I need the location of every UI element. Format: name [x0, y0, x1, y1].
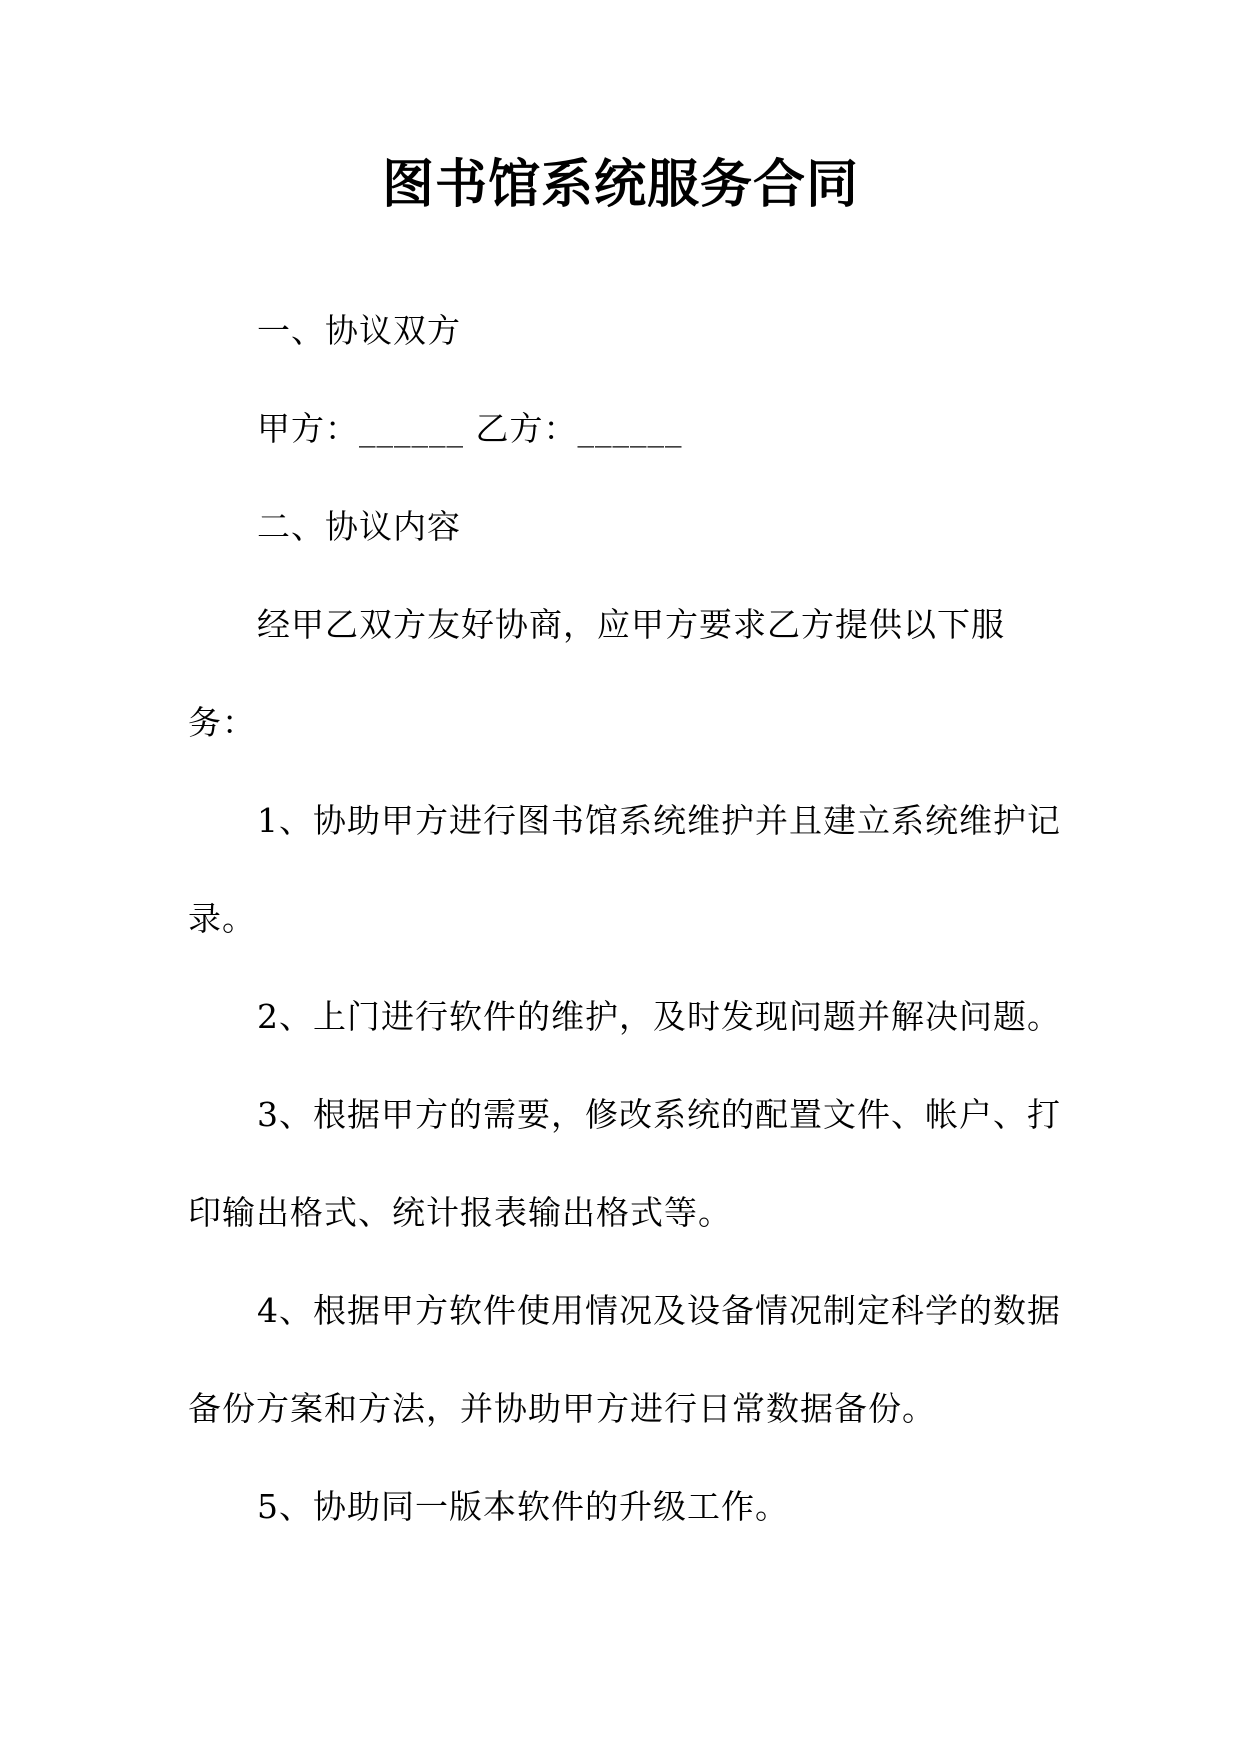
paragraph-intro-line-1: 经甲乙双方友好协商，应甲方要求乙方提供以下服	[257, 605, 1005, 644]
item-4-line-1: 4、根据甲方软件使用情况及设备情况制定科学的数据	[257, 1291, 1061, 1330]
section-heading-parties: 一、协议双方	[257, 311, 461, 350]
section-heading-content: 二、协议内容	[257, 507, 461, 546]
item-2: 2、上门进行软件的维护，及时发现问题并解决问题。	[257, 997, 1061, 1036]
item-5: 5、协助同一版本软件的升级工作。	[257, 1487, 789, 1526]
item-4-line-2: 备份方案和方法，并协助甲方进行日常数据备份。	[188, 1389, 936, 1428]
item-3-line-1: 3、根据甲方的需要，修改系统的配置文件、帐户、打	[257, 1095, 1061, 1134]
document-title: 图书馆系统服务合同	[381, 155, 859, 215]
parties-line: 甲方：______ 乙方：______	[257, 409, 683, 448]
item-3-line-2: 印输出格式、统计报表输出格式等。	[188, 1193, 732, 1232]
item-1-line-2: 录。	[188, 899, 256, 938]
item-1-line-1: 1、协助甲方进行图书馆系统维护并且建立系统维护记	[257, 801, 1061, 840]
paragraph-intro-line-2: 务：	[188, 703, 256, 742]
